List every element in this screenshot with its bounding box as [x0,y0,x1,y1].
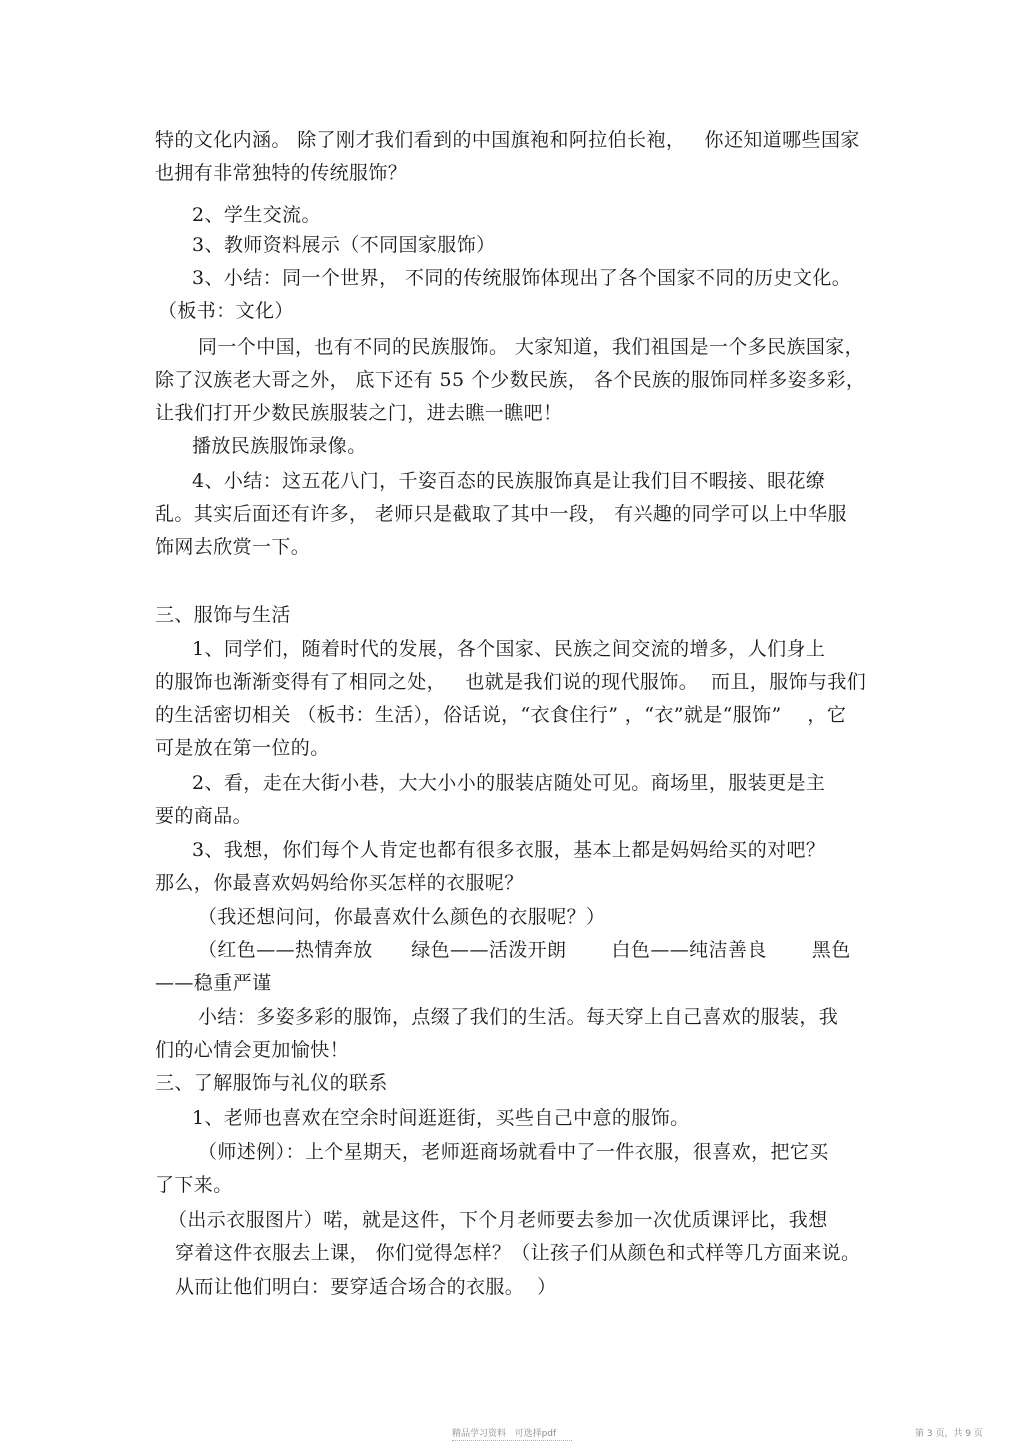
text-line: 的服饰也渐渐变得有了相同之处， 也就是我们说的现代服饰。 而且，服饰与我们 [155,671,867,693]
text-line: （我还想问问，你最喜欢什么颜色的衣服呢？） [198,906,606,928]
text-line: 同一个中国，也有不同的民族服饰。 大家知道，我们祖国是一个多民族国家， [198,336,865,358]
text-line: 可是放在第一位的。 [155,737,330,759]
text-line: 让我们打开少数民族服装之门，进去瞧一瞧吧！ [155,402,563,424]
footer-divider [452,1440,572,1441]
text-line: 从而让他们明白：要穿适合场合的衣服。 ） [175,1276,557,1298]
text-line: 们的心情会更加愉快！ [155,1039,350,1061]
text-line: （红色——热情奔放 绿色——活泼开朗 白色——纯洁善良 黑色 [198,939,851,961]
text-line: 3、我想，你们每个人肯定也都有很多衣服，基本上都是妈妈给买的对吧？ [192,839,826,861]
text-line: 3、小结：同一个世界， 不同的传统服饰体现出了各个国家不同的历史文化。 [192,267,852,289]
text-line: 要的商品。 [155,805,253,827]
text-line: （出示衣服图片）喏，就是这件，下个月老师要去参加一次优质课评比，我想 [168,1209,828,1231]
text-line: 1、同学们，随着时代的发展，各个国家、民族之间交流的增多，人们身上 [192,638,826,660]
text-line: 小结：多姿多彩的服饰，点缀了我们的生活。每天穿上自己喜欢的服装，我 [198,1006,839,1028]
text-line: 特的文化内涵。 除了刚才我们看到的中国旗袍和阿拉伯长袍， 你还知道哪些国家 [155,129,860,151]
text-line: 2、看，走在大街小巷，大大小小的服装店随处可见。商场里，服装更是主 [192,772,826,794]
text-line: 3、教师资料展示（不同国家服饰） [192,234,496,256]
text-line: 也拥有非常独特的传统服饰？ [155,162,408,184]
text-line: 2、学生交流。 [192,204,321,226]
text-line: 饰网去欣赏一下。 [155,536,311,558]
text-line: 穿着这件衣服去上课， 你们觉得怎样？（让孩子们从颜色和式样等几方面来说。 [175,1242,861,1264]
text-line: 4、小结：这五花八门，千姿百态的民族服饰真是让我们目不暇接、眼花缭 [192,470,826,492]
text-line: （师述例）：上个星期天，老师逛商场就看中了一件衣服，很喜欢，把它买 [198,1141,829,1163]
text-line: 1、老师也喜欢在空余时间逛逛街，买些自己中意的服饰。 [192,1107,690,1129]
section-heading: 三、服饰与生活 [155,604,291,626]
text-line: （板书：文化） [158,300,294,322]
footer-note: 精品学习资料 可选择pdf [452,1429,557,1439]
text-line: 除了汉族老大哥之外， 底下还有 55 个少数民族， 各个民族的服饰同样多姿多彩， [155,369,866,391]
page-number: 第 3 页，共 9 页 [915,1429,983,1439]
text-line: 了下来。 [155,1174,233,1196]
section-heading: 三、了解服饰与礼仪的联系 [155,1072,388,1094]
text-line: 那么，你最喜欢妈妈给你买怎样的衣服呢？ [155,872,524,894]
text-line: 播放民族服饰录像。 [192,435,367,457]
text-line: 的生活密切相关 （板书：生活），俗话说，“衣食住行” ，“衣”就是“服饰” ，它 [155,704,847,726]
text-line: 乱。其实后面还有许多， 老师只是截取了其中一段， 有兴趣的同学可以上中华服 [155,503,847,525]
text-line: ——稳重严谨 [155,972,272,994]
